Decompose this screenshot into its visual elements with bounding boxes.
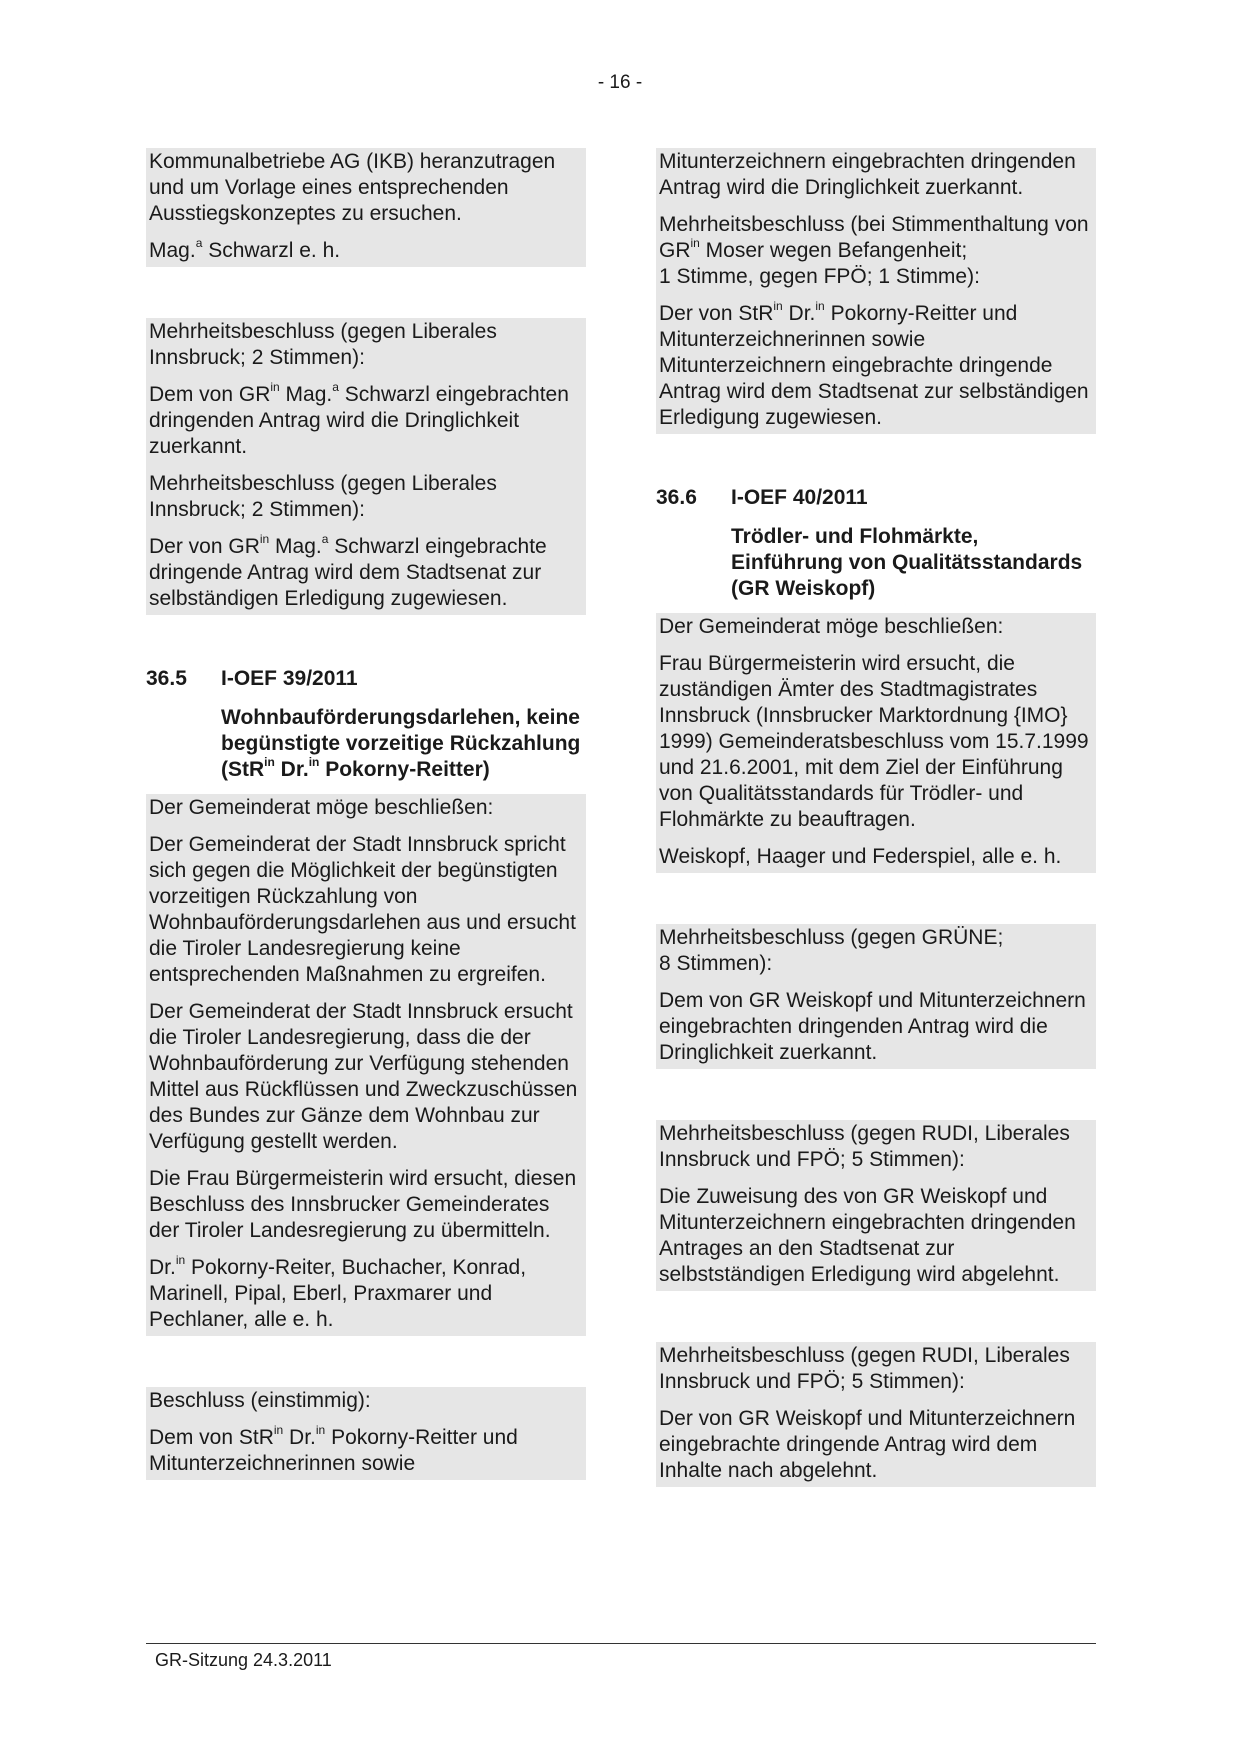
item-number: 36.5 (146, 667, 187, 690)
resolution-type: Mehrheitsbeschluss (gegen Liberales Innsbruck; 2 Stimmen): (149, 320, 497, 369)
motion-text: Frau Bürgermeisterin wird ersucht, die zuständigen Ämter des Stadtmagistrates Innsbruck (Innsbrucker Marktordnung {IMO} 1999) Gemeinderatsbeschluss vom 15.7.1999 und 21.6.2001, mit dem Ziel der Einführung von Qualitätsstandards für Trödler- und Flohmärkte zu beauftragen. (659, 652, 1089, 831)
footer-session-date: GR-Sitzung 24.3.2011 (155, 1650, 332, 1670)
resolution-text: Die Zuweisung des von GR Weiskopf und Mitunterzeichnern eingebrachten dringenden Antrages an den Stadtsenat zur selbstständigen Erledigung wird abgelehnt. (659, 1185, 1076, 1286)
motion-text-box (146, 794, 586, 1336)
item-title: Wohnbauförderungsdarlehen, keine begünstigte vorzeitige Rückzahlung (StR$^{in}$ Dr.$^{in}$ Pokorny-Reitter) (221, 706, 581, 781)
resolution-type: Mehrheitsbeschluss (bei Stimmenthaltung von $GR^{in}$ Moser wegen Befangenheit; 1 Stimme, gegen FPÖ; 1 Stimme): (659, 213, 1089, 288)
resolution-box (146, 318, 586, 615)
item-title: Trödler- und Flohmärkte, Einführung von Qualitätsstandards (GR Weiskopf) (731, 525, 1083, 600)
resolution-text: Mitunterzeichnern eingebrachten dringenden Antrag wird die Dringlichkeit zuerkannt. (659, 150, 1076, 199)
motion-intro: Der Gemeinderat möge beschließen: (149, 796, 494, 819)
motion-intro: Der Gemeinderat möge beschließen: (659, 615, 1004, 638)
signatories: Weiskopf, Haager und Federspiel, alle e. h. (659, 845, 1062, 868)
resolution-type: Mehrheitsbeschluss (gegen Liberales Innsbruck; 2 Stimmen): (149, 472, 497, 521)
signatories: Mag.$^a$ Schwarzl e. h. (149, 236, 341, 262)
agenda-item-36-5 (146, 666, 586, 783)
right-column (656, 148, 1096, 1538)
resolution-text: Dem von GR Weiskopf und Mitunterzeichnern eingebrachten dringenden Antrag wird die Dringlichkeit zuerkannt. (659, 989, 1086, 1064)
motion-text-box (656, 613, 1096, 873)
motion-text: Kommunalbetriebe AG (IKB) heranzutragen und um Vorlage eines entsprechenden Ausstiegskonzeptes zu ersuchen. (149, 150, 556, 225)
left-column (146, 148, 586, 1531)
resolution-text: Der von StR$^{in}$ Dr.$^{in}$ Pokorny-Reitter und Mitunterzeichnerinnen sowie Mitunterzeichnern eingebrachte dringende Antrag wird dem Stadtsenat zur selbständigen Erledigung zugewiesen. (659, 299, 1089, 429)
item-code: I-OEF 39/2011 (221, 667, 358, 690)
resolution-text: Der von GR Weiskopf und Mitunterzeichnern eingebrachte dringende Antrag wird dem Inhalte nach abgelehnt. (659, 1407, 1076, 1482)
resolution-type: Mehrheitsbeschluss (gegen RUDI, Liberales Innsbruck und FPÖ; 5 Stimmen): (659, 1344, 1070, 1393)
motion-text: Der Gemeinderat der Stadt Innsbruck ersucht die Tiroler Landesregierung, dass die der Wohnbauförderung zur Verfügung stehenden Mittel aus Rückflüssen und Zweckzuschüssen des Bundes zur Gänze dem Wohnbau zur Verfügung gestellt werden. (149, 1000, 578, 1153)
footer-divider (146, 1643, 1096, 1644)
motion-text-box (146, 148, 586, 267)
resolution-type: Mehrheitsbeschluss (gegen GRÜNE; 8 Stimmen): (659, 926, 1004, 975)
resolution-text: Dem von StR$^{in}$ Dr.$^{in}$ Pokorny-Reitter und Mitunterzeichnerinnen sowie (149, 1423, 518, 1475)
resolution-box (656, 148, 1096, 434)
item-code: I-OEF 40/2011 (731, 486, 868, 509)
motion-text: Der Gemeinderat der Stadt Innsbruck spricht sich gegen die Möglichkeit der begünstigten vorzeitigen Rückzahlung von Wohnbauförderungsdarlehen aus und ersucht die Tiroler Landesregierung keine entsprechenden Maßnahmen zu ergreifen. (149, 833, 576, 986)
resolution-text: Dem von $GR^{in}$ Mag.$^a$ Schwarzl eingebrachten dringenden Antrag wird die Dringlichkeit zuerkannt. (149, 380, 569, 458)
resolution-type: Beschluss (einstimmig): (149, 1389, 371, 1412)
item-number: 36.6 (656, 486, 697, 509)
motion-text: Die Frau Bürgermeisterin wird ersucht, diesen Beschluss des Innsbrucker Gemeinderates der Tiroler Landesregierung zu übermitteln. (149, 1167, 577, 1242)
resolution-box (656, 924, 1096, 1069)
resolution-text: Der von $GR^{in}$ Mag.$^a$ Schwarzl eingebrachte dringende Antrag wird dem Stadtsenat zur selbständigen Erledigung zugewiesen. (149, 532, 547, 610)
page-number: - 16 - (597, 72, 643, 93)
agenda-item-36-6 (656, 485, 1096, 602)
resolution-box (146, 1387, 586, 1480)
resolution-box (656, 1342, 1096, 1487)
resolution-type: Mehrheitsbeschluss (gegen RUDI, Liberales Innsbruck und FPÖ; 5 Stimmen): (659, 1122, 1070, 1171)
resolution-box (656, 1120, 1096, 1291)
signatories: Dr.$^{in}$ Pokorny-Reiter, Buchacher, Konrad, Marinell, Pipal, Eberl, Praxmarer und Pechlaner, alle e. h. (149, 1253, 527, 1331)
